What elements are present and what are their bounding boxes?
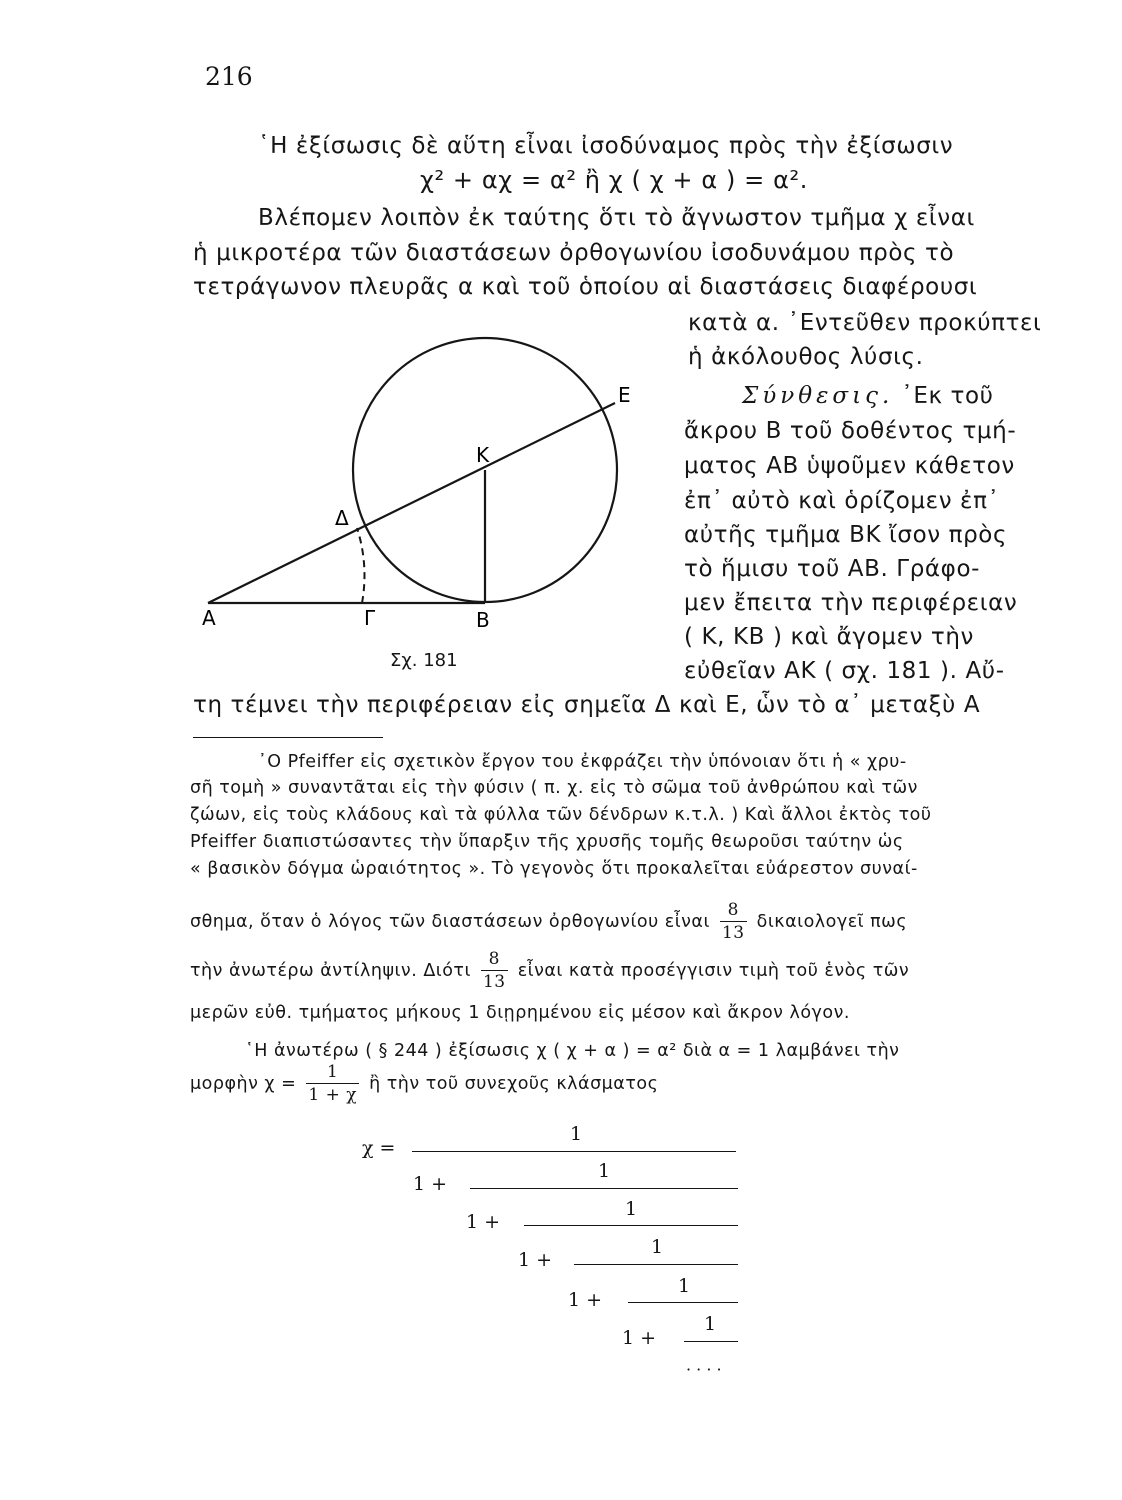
point-b-label: Β [476, 608, 490, 632]
body-line: Βλέπομεν λοιπὸν ἐκ ταύτης ὅτι τὸ ἄγνωστον τμῆμα χ εἶναι [258, 205, 975, 231]
cf-numerator: 1 [704, 1313, 717, 1335]
fraction-numerator: 8 [720, 902, 747, 922]
cf-lhs: χ = [362, 1137, 396, 1159]
cf-bar [470, 1188, 738, 1189]
cf-bar [574, 1264, 738, 1265]
body-line: ἄκρου Β τοῦ δοθέντος τμή- [684, 418, 1017, 444]
body-line: ἡ μικροτέρα τῶν διαστάσεων ὀρθογωνίου ἰσοδυνάμου πρὸς τὸ [193, 240, 955, 266]
body-line: ἐπ᾿ αὐτὸ καὶ ὁρίζομεν ἐπ᾿ [684, 488, 1000, 514]
point-d-label: Δ [335, 506, 349, 530]
footnote-line [190, 1064, 658, 1104]
footnote-text: εἶναι κατὰ προσέγγισιν τιμὴ τοῦ ἑνὸς τῶν [517, 961, 910, 981]
body-line: ( Κ, ΚΒ ) καὶ ἄγομεν τὴν [684, 624, 974, 650]
body-line: τετράγωνον πλευρᾶς α καὶ τοῦ ὁποίου αἱ διαστάσεις διαφέρουσι [193, 274, 978, 300]
footnote-line: ᾿Ο Pfeiffer εἰς σχετικὸν ἔργον του ἐκφράζει τὴν ὑπόνοιαν ὅτι ἡ « χρυ- [258, 752, 907, 772]
cf-bar [628, 1302, 738, 1303]
cf-numerator: 1 [570, 1123, 583, 1145]
body-line: ῾Η ἐξίσωσις δὲ αὕτη εἶναι ἰσοδύναμος πρὸς τὴν ἐξίσωσιν [258, 133, 954, 159]
fraction-numerator: 8 [481, 951, 508, 971]
cf-bar [412, 1151, 736, 1152]
body-line: κατὰ α. ᾿Εντεῦθεν προκύπτει [688, 310, 1042, 336]
fraction-denominator: 13 [482, 972, 506, 992]
cf-numerator: 1 [678, 1275, 691, 1297]
cf-term: 1 + [466, 1211, 501, 1233]
synthesis-label: Σύνθεσις. [742, 383, 894, 409]
cf-numerator: 1 [651, 1236, 664, 1258]
body-line: τη τέμνει τὴν περιφέρειαν εἰς σημεῖα Δ καὶ Ε, ὧν τὸ α᾿ μεταξὺ Α [193, 692, 981, 718]
cf-dots: · · · · [686, 1360, 722, 1379]
fraction-8-13 [481, 951, 508, 991]
cf-term: 1 + [568, 1289, 603, 1311]
point-e-label: Ε [618, 383, 631, 407]
body-line: τὸ ἥμισυ τοῦ ΑΒ. Γράφο- [684, 556, 981, 582]
footnote-line: Pfeiffer διαπιστώσαντες τὴν ὕπαρξιν τῆς χρυσῆς τομῆς θεωροῦσι ταύτην ὡς [190, 832, 904, 852]
cf-bar [684, 1341, 738, 1342]
fraction-1-over-1-plus-x [306, 1064, 359, 1104]
page-number: 216 [205, 62, 253, 91]
footnote-text: μορφὴν χ = [190, 1074, 297, 1094]
fraction-8-13 [720, 902, 747, 942]
footnote-line [190, 951, 909, 991]
footnote-line: ζώων, εἰς τοὺς κλάδους καὶ τὰ φύλλα τῶν δένδρων κ.τ.λ. ) Καὶ ἄλλοι ἐκτὸς τοῦ [190, 805, 932, 825]
body-line: αὐτῆς τμῆμα ΒΚ ἴσον πρὸς [684, 522, 1008, 548]
cf-bar [524, 1225, 738, 1226]
cf-numerator: 1 [625, 1198, 638, 1220]
point-k-label: Κ [476, 443, 490, 467]
footnote-text: σθημα, ὅταν ὁ λόγος τῶν διαστάσεων ὀρθογωνίου εἶναι [190, 912, 710, 932]
footnote-line: ῾Η ἀνωτέρω ( § 244 ) ἐξίσωσις χ ( χ + α ) = α² διὰ α = 1 λαμβάνει τὴν [245, 1041, 900, 1061]
cf-term: 1 + [413, 1173, 448, 1195]
cf-term: 1 + [622, 1327, 657, 1349]
footnote-line: « βασικὸν δόγμα ὡραιότητος ». Τὸ γεγονὸς ὅτι προκαλεῖται εὐάρεστον συναί- [190, 859, 918, 879]
figure-caption: Σχ. 181 [390, 650, 458, 671]
footnote-text: τὴν ἀνωτέρω ἀντίληψιν. Διότι [190, 961, 471, 981]
body-line: ἡ ἀκόλουθος λύσις. [688, 344, 924, 370]
body-line: εὐθεῖαν ΑΚ ( σχ. 181 ). Αὔ- [684, 658, 1005, 684]
line-ak-extended [208, 403, 615, 603]
footnote-text: ἢ τὴν τοῦ συνεχοῦς κλάσματος [369, 1074, 659, 1094]
body-line: ματος ΑΒ ὑψοῦμεν κάθετον [684, 453, 1015, 479]
footnote-line [190, 902, 907, 942]
figure-181 [190, 320, 670, 680]
point-a-label: Α [202, 606, 216, 630]
fraction-denominator: 13 [721, 923, 745, 943]
fraction-numerator: 1 [306, 1064, 359, 1084]
cf-term: 1 + [518, 1249, 553, 1271]
footnote-rule [193, 737, 383, 738]
fraction-denominator: 1 + χ [308, 1085, 358, 1105]
point-g-label: Γ [364, 606, 376, 630]
equation-line: χ² + αχ = α² ἢ χ ( χ + α ) = α². [420, 166, 808, 194]
body-line: μεν ἔπειτα τὴν περιφέρειαν [684, 590, 1018, 616]
footnote-line: σῆ τομὴ » συναντᾶται εἰς τὴν φύσιν ( π. χ. εἰς τὸ σῶμα τοῦ ἀνθρώπου καὶ τῶν [190, 778, 918, 798]
footnote-line: μερῶν εὐθ. τμήματος μήκους 1 διῃρημένου εἰς μέσον καὶ ἄκρον λόγον. [190, 1003, 850, 1023]
arc-dg-dashed [357, 528, 364, 603]
cf-numerator: 1 [598, 1160, 611, 1182]
footnote-text: δικαιολογεῖ πως [756, 912, 908, 932]
body-line: ᾿Εκ τοῦ [901, 383, 994, 409]
